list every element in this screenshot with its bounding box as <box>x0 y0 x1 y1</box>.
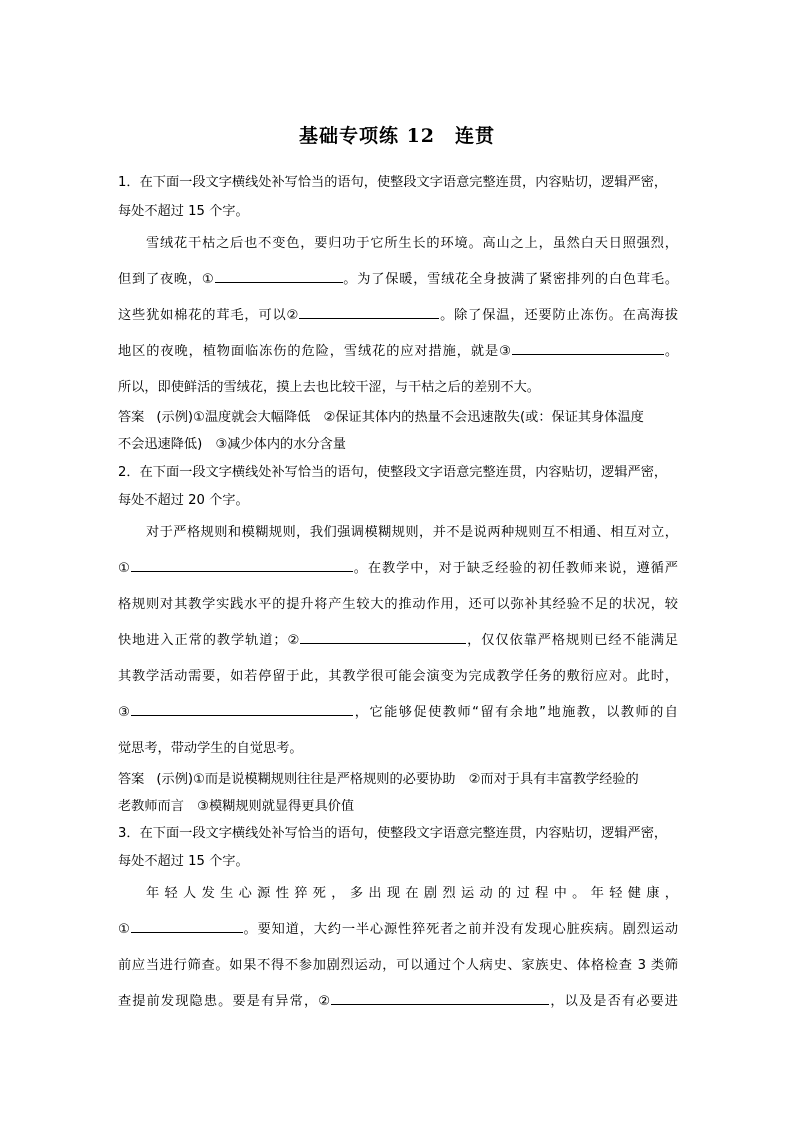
q2-answer-line-1 <box>118 768 678 787</box>
q2-blank-3[interactable] <box>131 703 353 716</box>
q2-text: 。在教学中，对于缺乏经验的初任教师来说，遵循严 <box>352 561 678 576</box>
page-title: 基础专项练 12 连贯 <box>298 125 496 147</box>
q2-text: 快地进入正常的教学轨道；② <box>118 633 301 648</box>
q3-text: 查提前发现隐患。要是有异常，② <box>118 994 332 1009</box>
q1-text: 。 <box>663 344 679 359</box>
q2-text: ，仅仅依靠严格规则已经不能满足 <box>466 633 679 648</box>
q1-answer-line-2: 不会迅速降低) ③减少体内的水分含量 <box>118 437 346 452</box>
q2-text: ① <box>118 561 131 576</box>
q3-prompt-line-1: 3．在下面一段文字横线处补写恰当的语句，使整段文字语意完整连贯，内容贴切，逻辑严密， <box>118 826 668 841</box>
q3-text: ① <box>118 922 131 937</box>
q2-text: ③ <box>118 705 132 720</box>
q1-text: 。为了保暖，雪绒花全身披满了紧密排列的白色茸毛。 <box>342 272 679 287</box>
answer-label: 答案 <box>118 410 145 425</box>
q3-passage-line-1: 年轻人发生心源性猝死，多出现在剧烈运动的过程中。年轻健康， <box>146 886 678 901</box>
q1-blank-1[interactable] <box>215 270 343 283</box>
q2-blank-2[interactable] <box>300 631 466 644</box>
q1-passage-line-1: 雪绒花干枯之后也不变色，要归功于它所生长的环境。高山之上，虽然白天日照强烈， <box>146 236 678 251</box>
q3-text: ，以及是否有必要进 <box>549 994 678 1009</box>
q1-blank-3[interactable] <box>512 342 664 355</box>
q1-prompt-line-1: 1．在下面一段文字横线处补写恰当的语句，使整段文字语意完整连贯，内容贴切，逻辑严密， <box>118 175 668 190</box>
q1-text: 地区的夜晚，植物面临冻伤的危险，雪绒花的应对措施，就是③ <box>118 344 512 359</box>
q3-blank-2[interactable] <box>331 992 549 1005</box>
q3-passage-line-3: 前应当进行筛查。如果不得不参加剧烈运动，可以通过个人病史、家族史、体格检查 3 类筛 <box>118 958 678 973</box>
q1-answer-text: (示例)①温度就会大幅降低 ②保证其体内的热量不会迅速散失(或：保证其身体温度 <box>156 410 644 425</box>
q3-blank-1[interactable] <box>131 920 243 933</box>
q3-prompt-line-2: 每处不超过 15 个字。 <box>118 854 249 869</box>
q2-answer-text: (示例)①而是说模糊规则往往是严格规则的必要协助 ②而对于具有丰富教学经验的 <box>156 772 639 787</box>
q2-passage-line-4 <box>118 629 678 648</box>
q2-passage-line-5: 其教学活动需要，如若停留于此，其教学很可能会演变为完成教学任务的敷衍应对。此时， <box>118 669 678 684</box>
q1-blank-2[interactable] <box>299 306 439 319</box>
q2-passage-line-7: 觉思考，带动学生的自觉思考。 <box>118 741 303 756</box>
q2-text: ，它能够促使教师“留有余地”地施教，以教师的自 <box>353 705 678 720</box>
q2-answer-line-2: 老教师而言 ③模糊规则就显得更具价值 <box>118 799 355 814</box>
answer-label: 答案 <box>118 772 145 787</box>
q2-passage-line-6 <box>118 701 678 720</box>
q3-text: 。要知道，大约一半心源性猝死者之前并没有发现心脏疾病。剧烈运动 <box>242 922 679 937</box>
q2-blank-1[interactable] <box>131 559 353 572</box>
q1-text: 。除了保温，还要防止冻伤。在高海拔 <box>439 308 679 323</box>
q2-prompt-line-2: 每处不超过 20 个字。 <box>118 493 249 508</box>
q2-passage-line-2 <box>118 557 678 576</box>
q3-passage-line-2 <box>118 918 678 937</box>
q1-text: 但到了夜晚，① <box>118 272 215 287</box>
q3-passage-line-4 <box>118 990 678 1009</box>
q1-answer-line-1 <box>118 406 678 425</box>
q2-prompt-line-1: 2．在下面一段文字横线处补写恰当的语句，使整段文字语意完整连贯，内容贴切，逻辑严密， <box>118 465 668 480</box>
q1-passage-line-5: 所以，即使鲜活的雪绒花，摸上去也比较干涩，与干枯之后的差别不大。 <box>118 380 540 395</box>
q2-passage-line-3: 格规则对其教学实践水平的提升将产生较大的推动作用，还可以弥补其经验不足的状况，较 <box>118 597 678 612</box>
q1-passage-line-2 <box>118 268 678 287</box>
q1-passage-line-3 <box>118 304 678 323</box>
q1-text: 这些犹如棉花的茸毛，可以② <box>118 308 300 323</box>
q1-prompt-line-2: 每处不超过 15 个字。 <box>118 204 249 219</box>
q2-passage-line-1: 对于严格规则和模糊规则，我们强调模糊规则，并不是说两种规则互不相通、相互对立， <box>146 525 678 540</box>
q1-passage-line-4 <box>118 340 678 359</box>
